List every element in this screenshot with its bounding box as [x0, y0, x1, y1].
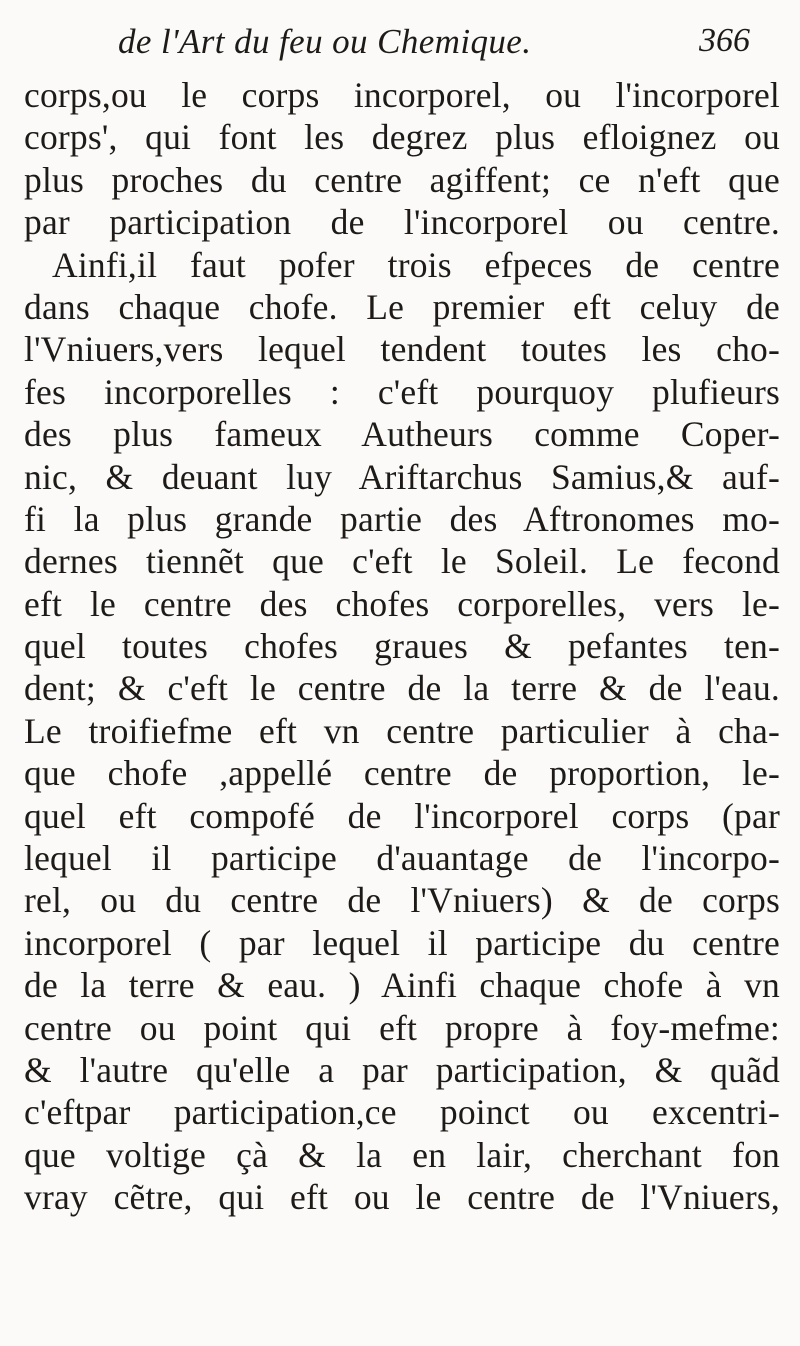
text-line: par participation de l'incorporel ou centre.: [24, 202, 780, 243]
text-line: corps,ou le corps incorporel, ou l'incorporel: [24, 75, 780, 115]
text-line: fi la plus grande partie des Aftronomes mo-: [24, 498, 780, 539]
text-line: quel eft compofé de l'incorporel corps (par: [24, 795, 780, 836]
text-line: de la terre & eau. ) Ainfi chaque chofe à vn: [24, 965, 780, 1006]
text-line: dernes tiennẽt que c'eft le Soleil. Le fecond: [24, 541, 780, 582]
page-header: [110, 22, 750, 70]
text-line: plus proches du centre agiffent; ce n'eft que: [24, 159, 780, 200]
text-line: l'Vniuers,vers lequel tendent toutes les cho-: [24, 329, 780, 370]
text-line: Le troifiefme eft vn centre particulier à cha-: [24, 710, 780, 751]
text-line: centre ou point qui eft propre à foy-mefme:: [24, 1007, 780, 1048]
body-text: [24, 74, 780, 1219]
text-line: dans chaque chofe. Le premier eft celuy de: [24, 286, 780, 327]
text-line: eft le centre des chofes corporelles, vers le-: [24, 583, 780, 624]
text-line: incorporel ( par lequel il participe du centre: [24, 922, 780, 963]
text-line: lequel il participe d'auantage de l'incorpo-: [24, 838, 780, 879]
text-line: corps', qui font les degrez plus efloignez ou: [24, 117, 780, 158]
text-line: c'eftpar participation,ce poinct ou excentri-: [24, 1092, 780, 1133]
text-line: nic, & deuant luy Ariftarchus Samius,& auf-: [24, 456, 780, 497]
text-line: des plus fameux Autheurs comme Coper-: [24, 414, 780, 455]
text-line: & l'autre qu'elle a par participation, & quãd: [24, 1049, 780, 1090]
text-line: que voltige çà & la en lair, cherchant fon: [24, 1134, 780, 1175]
text-line-paragraph-start: Ainfi,il faut pofer trois efpeces de centre: [52, 244, 780, 285]
running-title: de l'Art du feu ou Chemique.: [118, 22, 532, 61]
text-line: quel toutes chofes graues & pefantes ten-: [24, 626, 780, 667]
page-number: 366: [699, 22, 750, 59]
text-line: dent; & c'eft le centre de la terre & de l'eau.: [24, 668, 780, 709]
text-line: vray cẽtre, qui eft ou le centre de l'Vniuers,: [24, 1177, 780, 1218]
text-line: fes incorporelles : c'eft pourquoy plufieurs: [24, 371, 780, 412]
text-line: que chofe ,appellé centre de proportion, le-: [24, 753, 780, 794]
text-line: rel, ou du centre de l'Vniuers) & de corps: [24, 880, 780, 921]
